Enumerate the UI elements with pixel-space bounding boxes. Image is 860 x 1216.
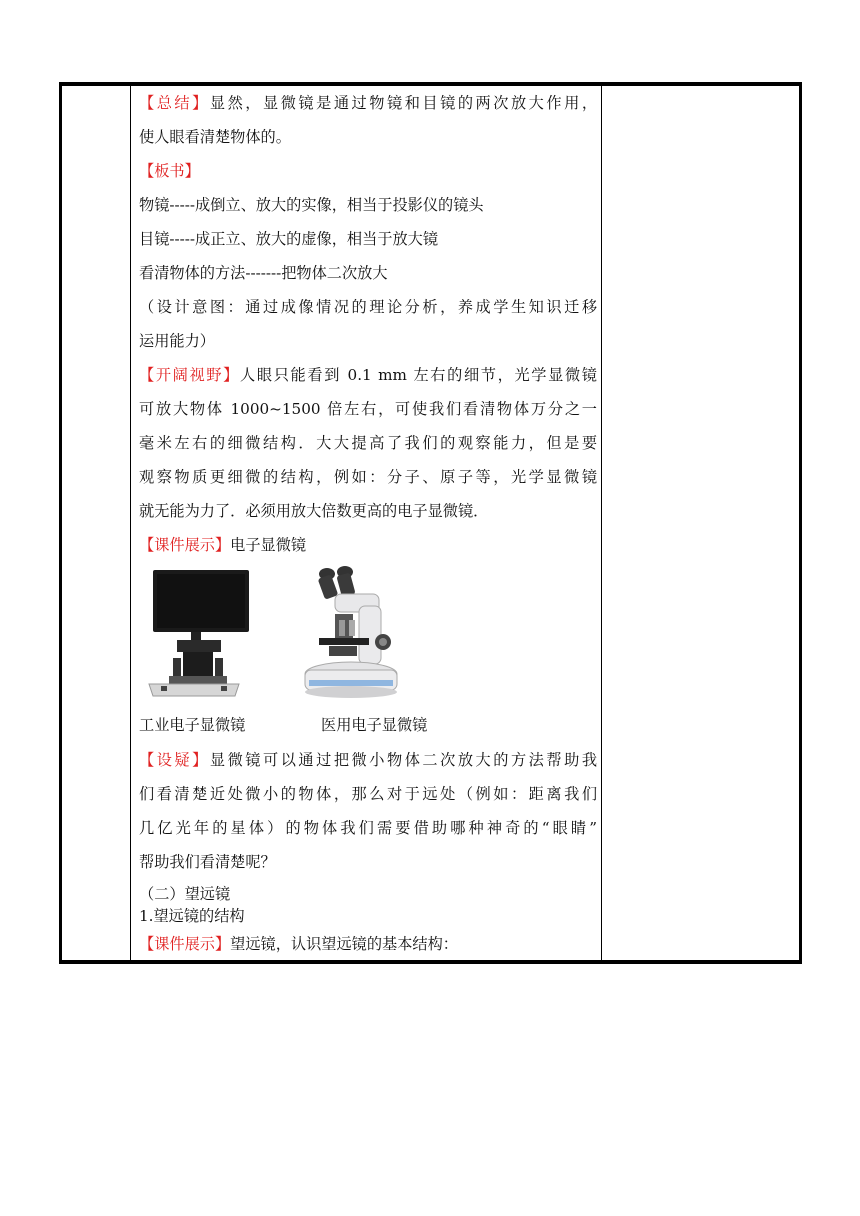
horizon-line-4: 观察物质更细微的结构，例如：分子、原子等，光学显微镜 [139,468,597,486]
courseware-tag-1: 【课件展示】 [139,536,231,554]
table-right-border [799,85,802,961]
section-subheading: 1.望远镜的结构 [139,907,245,925]
section-heading: （二）望远镜 [139,885,231,903]
question-line-2: 们看清楚近处微小的物体，那么对于远处（例如：距离我们 [139,785,597,803]
microscope-images [139,562,597,707]
summary-line-1: 【总结】显然，显微镜是通过物镜和目镜的两次放大作用， [139,94,597,112]
board-line-1: 物镜-----成倒立、放大的实像，相当于投影仪的镜头 [139,196,484,214]
question-tag: 【设疑】 [139,751,210,769]
caption-industrial-microscope: 工业电子显微镜 [139,716,246,734]
question-line-1: 【设疑】显微镜可以通过把微小物体二次放大的方法帮助我 [139,751,597,769]
image-captions [139,707,597,743]
table-left-border [59,85,62,961]
caption-medical-microscope: 医用电子显微镜 [321,716,428,734]
courseware-line-1: 【课件展示】电子显微镜 [139,536,307,554]
summary-tag: 【总结】 [139,94,210,112]
summary-line-2: 使人眼看清楚物体的。 [139,128,291,146]
board-heading [139,154,597,188]
horizon-line-5: 就无能为力了．必须用放大倍数更高的电子显微镜． [139,502,489,520]
horizon-line-2: 可放大物体 1000~1500 倍左右，可使我们看清物体万分之一 [139,400,597,418]
question-line-4: 帮助我们看清楚呢？ [139,853,276,871]
horizon-tag: 【开阔视野】 [139,366,241,384]
courseware-line-2: 【课件展示】望远镜，认识望远镜的基本结构： [139,935,458,953]
industrial-microscope-image [149,570,249,696]
horizon-line-1: 【开阔视野】人眼只能看到 0.1 mm 左右的细节，光学显微镜 [139,366,597,384]
microscope-illustrations [139,562,597,707]
design-line-1: （设计意图：通过成像情况的理论分析，养成学生知识迁移 [139,298,597,316]
lesson-content-cell [139,86,597,961]
courseware-tag-2: 【课件展示】 [139,935,231,953]
board-tag: 【板书】 [139,162,200,180]
question-line-3: 几亿光年的星体）的物体我们需要借助哪种神奇的“眼睛” [139,819,597,837]
board-line-3: 看清物体的方法-------把物体二次放大 [139,264,388,282]
horizon-line-3: 毫米左右的细微结构．大大提高了我们的观察能力，但是要 [139,434,597,452]
column-divider-1 [130,85,131,961]
column-divider-2 [601,85,602,961]
design-line-2: 运用能力） [139,332,215,350]
medical-microscope-image [305,566,397,698]
board-line-2: 目镜-----成正立、放大的虚像，相当于放大镜 [139,230,439,248]
